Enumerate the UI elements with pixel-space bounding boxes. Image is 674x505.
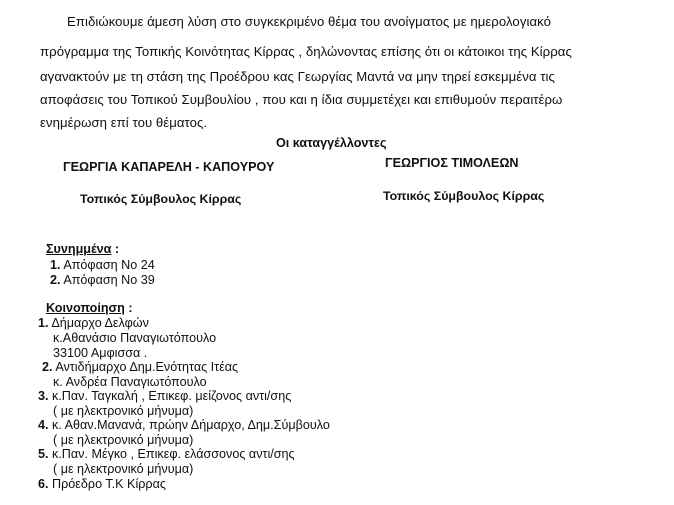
distribution-number: 1. [38, 316, 49, 330]
attachment-number: 1. [50, 258, 61, 272]
signers-heading: Οι καταγγέλλοντες [276, 136, 387, 150]
distribution-item-6 [38, 477, 166, 491]
distribution-line: κ. Ανδρέα Παναγιωτόπουλο [53, 375, 207, 389]
distribution-number: 2. [42, 360, 53, 374]
distribution-number: 5. [38, 447, 49, 461]
attachment-text: Απόφαση Νο 24 [60, 258, 155, 272]
distribution-line: Πρόεδρο Τ.Κ Κίρρας [48, 477, 166, 491]
distribution-item-5 [38, 447, 295, 461]
distribution-item-3 [38, 389, 291, 403]
distribution-item-4 [38, 418, 330, 432]
paragraph-line-4: αποφάσεις του Τοπικού Συμβουλίου , που και η ίδια συμμετέχει και επιθυμούν περαιτέρω [40, 92, 563, 107]
distribution-line: Αντιδήμαρχο Δημ.Ενότητας Ιτέας [52, 360, 239, 374]
distribution-line: ( με ηλεκτρονικό μήνυμα) [53, 404, 194, 418]
paragraph-line-5: ενημέρωση επί του θέματος. [40, 115, 208, 130]
signer-right-name: ΓΕΩΡΓΙΟΣ ΤΙΜΟΛΕΩΝ [385, 156, 519, 170]
distribution-line: Δήμαρχο Δελφών [48, 316, 149, 330]
distribution-item-1 [38, 316, 149, 330]
attachment-text: Απόφαση Νο 39 [60, 273, 155, 287]
attachment-item-1 [50, 258, 155, 272]
attachment-item-2 [50, 273, 155, 287]
signer-left-name: ΓΕΩΡΓΙΑ ΚΑΠΑΡΕΛΗ - ΚΑΠΟΥΡΟΥ [63, 160, 275, 174]
distribution-line: ( με ηλεκτρονικό μήνυμα) [53, 433, 194, 447]
paragraph-line-3: αγανακτούν με τη στάση της Προέδρου κας Γεωργίας Μαντά να μην τηρεί εσκεμμένα τις [40, 69, 555, 84]
distribution-line: κ. Αθαν.Μανανά, πρώην Δήμαρχο, Δημ.Σύμβουλο [48, 418, 330, 432]
attachment-number: 2. [50, 273, 61, 287]
distribution-line: κ.Παν. Ταγκαλή , Επικεφ. μείζονος αντι/σης [48, 389, 292, 403]
paragraph-line-1: Επιδιώκουμε άμεση λύση στο συγκεκριμένο θέμα του ανοίγματος με ημερολογιακό [67, 14, 551, 29]
signer-right-role: Τοπικός Σύμβουλος Κίρρας [383, 189, 545, 203]
attachments-colon: : [111, 242, 120, 256]
distribution-item-2 [42, 360, 238, 374]
signer-left-role: Τοπικός Σύμβουλος Κίρρας [80, 192, 242, 206]
distribution-number: 3. [38, 389, 49, 403]
distribution-title: Κοινοποίηση [46, 301, 125, 315]
attachments-heading [46, 242, 119, 256]
distribution-line: κ.Αθανάσιο Παναγιωτόπουλο [53, 331, 217, 345]
distribution-number: 4. [38, 418, 49, 432]
attachments-title: Συνημμένα [46, 242, 112, 256]
distribution-number: 6. [38, 477, 49, 491]
paragraph-line-2: πρόγραμμα της Τοπικής Κοινότητας Κίρρας , δηλώνοντας επίσης ότι οι κάτοικοι της Κίρρας [40, 44, 572, 59]
distribution-heading [46, 301, 133, 315]
distribution-line: ( με ηλεκτρονικό μήνυμα) [53, 462, 194, 476]
distribution-line: 33100 Αμφισσα . [53, 346, 148, 360]
distribution-line: κ.Παν. Μέγκο , Επικεφ. ελάσσονος αντι/σης [48, 447, 295, 461]
distribution-colon: : [124, 301, 133, 315]
